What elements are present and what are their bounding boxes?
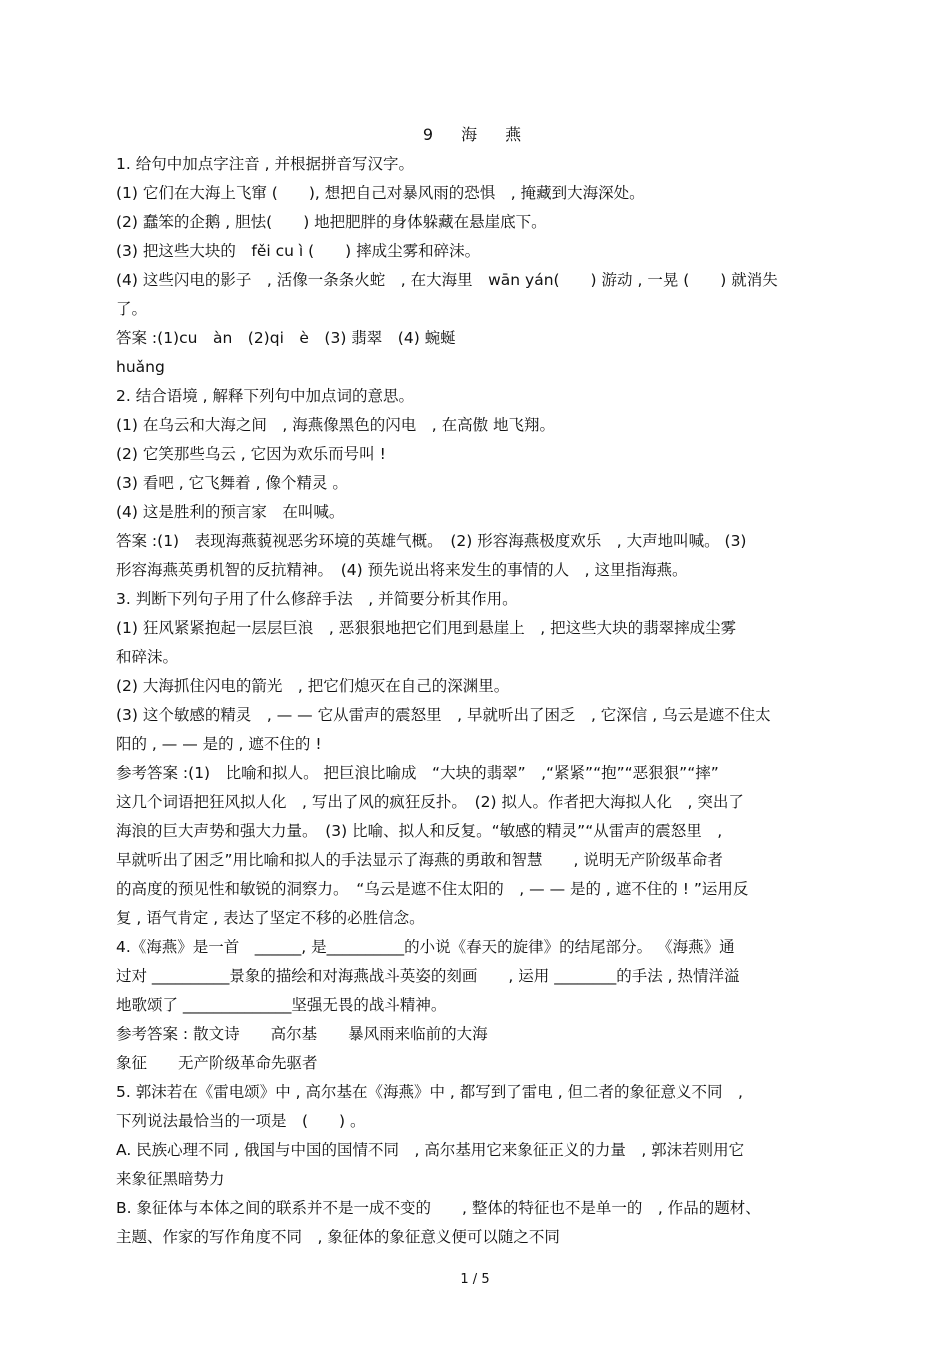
text-line: (1) 它们在大海上飞窜 ( ), 想把自己对暴风雨的恐惧 , 掩藏到大海深处。 <box>116 184 645 202</box>
text-line: 海浪的巨大声势和强大力量。 (3) 比喻、拟人和反复。“敏感的精灵”“从雷声的震怒里 , <box>116 822 723 840</box>
text-line: 答案 :(1)cu àn (2)qi è (3) 翡翠 (4) 蜿蜒 <box>116 329 456 347</box>
text-line: 来象征黑暗势力 <box>116 1170 225 1188</box>
document-body <box>116 150 834 1252</box>
text-line: 复 , 语气肯定 , 表达了坚定不移的必胜信念。 <box>116 909 425 927</box>
text-line: 下列说法最恰当的一项是 ( ) 。 <box>116 1112 366 1130</box>
text-line: 答案 :(1) 表现海燕藐视恶劣环境的英雄气概。 (2) 形容海燕极度欢乐 , 大声地叫喊。 (3) <box>116 532 747 550</box>
text-line: (3) 这个敏感的精灵 , — — 它从雷声的震怒里 , 早就听出了困乏 , 它深信 , 乌云是遮不住太 <box>116 706 771 724</box>
page-title: 9 海 燕 <box>422 125 528 144</box>
text-line: 参考答案 :(1) 比喻和拟人。 把巨浪比喻成 “大块的翡翠” ,“紧紧”“抱”“恶狠狠”“摔” <box>116 764 719 782</box>
text-line: 地歌颂了 ______________坚强无畏的战斗精神。 <box>116 996 447 1014</box>
text-line: 和碎沫。 <box>116 648 179 666</box>
text-line: 象征 无产阶级革命先驱者 <box>116 1054 318 1072</box>
text-line: (4) 这是胜利的预言家 在叫喊。 <box>116 503 345 521</box>
text-line: 了。 <box>116 300 148 318</box>
page-number: 1 / 5 <box>460 1272 490 1287</box>
text-line: (4) 这些闪电的影子 , 活像一条条火蛇 , 在大海里 wān yán( ) 游动 , 一晃 ( ) 就消失 <box>116 271 778 289</box>
text-line: 过对 __________景象的描绘和对海燕战斗英姿的刻画 , 运用 ________的手法 , 热情洋溢 <box>116 967 740 985</box>
text-line: (2) 它笑那些乌云 , 它因为欢乐而号叫 ! <box>116 445 386 463</box>
text-line: 阳的 , — — 是的 , 遮不住的 ! <box>116 735 322 753</box>
text-line: huǎng <box>116 358 165 376</box>
text-line: 3. 判断下列句子用了什么修辞手法 , 并简要分析其作用。 <box>116 590 518 608</box>
text-line: 5. 郭沫若在《雷电颂》中 , 高尔基在《海燕》中 , 都写到了雷电 , 但二者的象征意义不同 , <box>116 1083 743 1101</box>
text-line: 的高度的预见性和敏锐的洞察力。 “乌云是遮不住太阳的 , — — 是的 , 遮不住的 ! ”运用反 <box>116 880 749 898</box>
text-line: (1) 在乌云和大海之间 , 海燕像黑色的闪电 , 在高傲 地飞翔。 <box>116 416 556 434</box>
text-line: (3) 把这些大块的 fěi cu ì ( ) 摔成尘雾和碎沫。 <box>116 242 481 260</box>
text-line: (3) 看吧 , 它飞舞着 , 像个精灵 。 <box>116 474 348 492</box>
text-line: B. 象征体与本体之间的联系并不是一成不变的 , 整体的特征也不是单一的 , 作品的题材、 <box>116 1199 761 1217</box>
text-line: 早就听出了困乏”用比喻和拟人的手法显示了海燕的勇敢和智慧 , 说明无产阶级革命者 <box>116 851 723 869</box>
text-line: 主题、作家的写作角度不同 , 象征体的象征意义便可以随之不同 <box>116 1228 560 1246</box>
text-line: (2) 大海抓住闪电的箭光 , 把它们熄灭在自己的深渊里。 <box>116 677 510 695</box>
text-line: (1) 狂风紧紧抱起一层层巨浪 , 恶狠狠地把它们甩到悬崖上 , 把这些大块的翡翠摔成尘雾 <box>116 619 737 637</box>
text-line: (2) 蠢笨的企鹅 , 胆怯( ) 地把肥胖的身体躲藏在悬崖底下。 <box>116 213 547 231</box>
text-line: 1. 给句中加点字注音 , 并根据拼音写汉字。 <box>116 155 414 173</box>
text-line: A. 民族心理不同 , 俄国与中国的国情不同 , 高尔基用它来象征正义的力量 , 郭沫若则用它 <box>116 1141 745 1159</box>
text-line: 4.《海燕》是一首 ______, 是__________的小说《春天的旋律》的结尾部分。 《海燕》通 <box>116 938 735 956</box>
text-line: 形容海燕英勇机智的反抗精神。 (4) 预先说出将来发生的事情的人 , 这里指海燕。 <box>116 561 688 579</box>
text-line: 2. 结合语境 , 解释下列句中加点词的意思。 <box>116 387 414 405</box>
text-line: 这几个词语把狂风拟人化 , 写出了风的疯狂反扑。 (2) 拟人。作者把大海拟人化 , 突出了 <box>116 793 744 811</box>
text-line: 参考答案 : 散文诗 高尔基 暴风雨来临前的大海 <box>116 1025 488 1043</box>
